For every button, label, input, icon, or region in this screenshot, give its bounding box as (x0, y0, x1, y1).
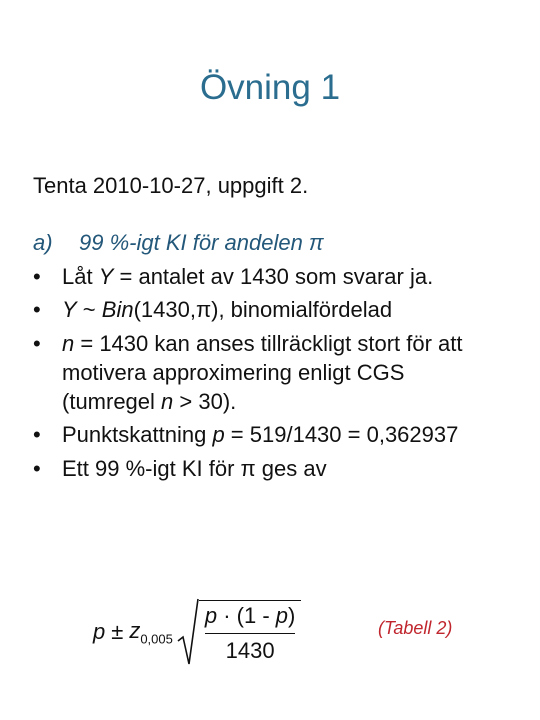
formula-plus-minus: ± (111, 619, 124, 644)
formula-p: p (93, 619, 106, 644)
table-reference-note: (Tabell 2) (378, 618, 453, 638)
intro-text: Tenta 2010-10-27, uppgift 2. (33, 173, 309, 198)
formula-z-subscript: 0,005 (140, 631, 173, 647)
subquestion-heading (33, 230, 503, 256)
formula-numerator: p · (1 - p) (205, 603, 296, 634)
subquestion-label: a) (33, 230, 53, 255)
slide-title: Övning 1 (199, 68, 341, 107)
sqrt-sign-icon (177, 597, 199, 667)
bullet-item: • n = 1430 kan anses tillräckligt stort för att motivera approximering enligt CGS (tumregel n > 30). (33, 329, 503, 417)
bullet-item: • Ett 99 %-igt KI för π ges av (33, 454, 503, 483)
formula-sqrt (177, 597, 302, 667)
bullet-item: • Låt Y = antalet av 1430 som svarar ja. (33, 262, 503, 291)
formula-denominator: 1430 (225, 638, 275, 663)
confidence-interval-formula (93, 592, 301, 672)
bullet-item: • Y ~ Bin(1430,π), binomialfördelad (33, 295, 503, 324)
subquestion-text: 99 %-igt KI för andelen π (79, 230, 324, 255)
content-list (33, 230, 503, 487)
formula-fraction (199, 600, 302, 664)
formula-z: $z_{0,005}$ (129, 617, 173, 647)
bullet-list (33, 262, 503, 483)
bullet-item: • Punktskattning p = 519/1430 = 0,362937 (33, 420, 503, 449)
